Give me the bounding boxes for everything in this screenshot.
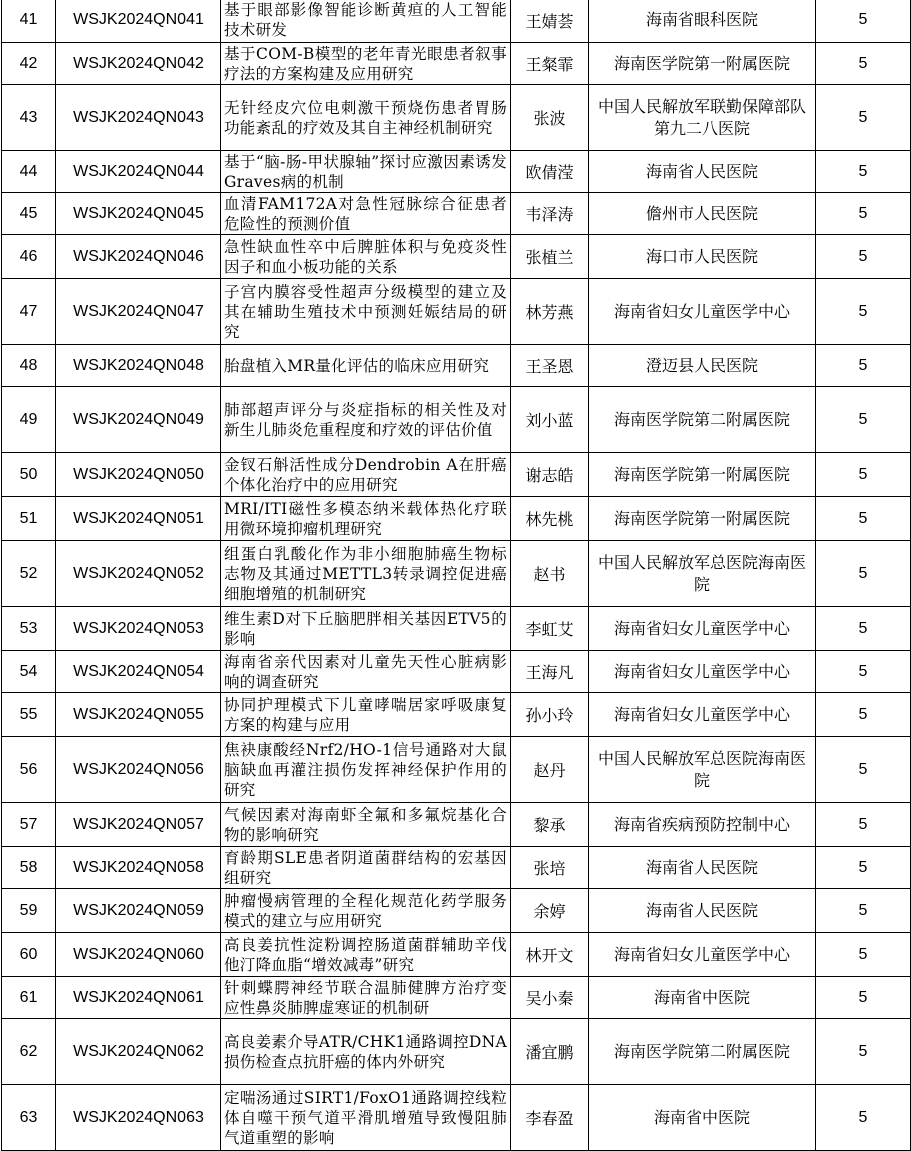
applicant-name: 林开文 xyxy=(511,933,589,977)
row-number: 61 xyxy=(2,977,56,1019)
project-code: WSJK2024QN059 xyxy=(56,889,221,933)
project-code: WSJK2024QN046 xyxy=(56,235,221,279)
score-value: 5 xyxy=(816,607,911,651)
row-number: 53 xyxy=(2,607,56,651)
project-code: WSJK2024QN041 xyxy=(56,0,221,43)
applicant-name: 余婷 xyxy=(511,889,589,933)
applicant-name: 赵书 xyxy=(511,541,589,607)
table-row xyxy=(2,345,911,387)
applicant-name: 林芳燕 xyxy=(511,279,589,345)
project-code: WSJK2024QN043 xyxy=(56,85,221,151)
table-row xyxy=(2,803,911,847)
project-code: WSJK2024QN047 xyxy=(56,279,221,345)
project-code: WSJK2024QN042 xyxy=(56,43,221,85)
applicant-name: 张培 xyxy=(511,847,589,889)
applicant-name: 谢志皓 xyxy=(511,453,589,497)
institution-name: 中国人民解放军联勤保障部队第九二八医院 xyxy=(589,85,816,151)
table-row xyxy=(2,977,911,1019)
project-title: 维生素D对下丘脑肥胖相关基因ETV5的影响 xyxy=(221,607,511,651)
institution-name: 海南省人民医院 xyxy=(589,889,816,933)
project-code: WSJK2024QN056 xyxy=(56,737,221,803)
institution-name: 海南省妇女儿童医学中心 xyxy=(589,693,816,737)
row-number: 55 xyxy=(2,693,56,737)
applicant-name: 王婧荟 xyxy=(511,0,589,43)
row-number: 62 xyxy=(2,1019,56,1085)
table-row xyxy=(2,193,911,235)
row-number: 50 xyxy=(2,453,56,497)
score-value: 5 xyxy=(816,85,911,151)
project-title: 协同护理模式下儿童哮喘居家呼吸康复方案的构建与应用 xyxy=(221,693,511,737)
score-value: 5 xyxy=(816,279,911,345)
score-value: 5 xyxy=(816,345,911,387)
row-number: 51 xyxy=(2,497,56,541)
institution-name: 海南省人民医院 xyxy=(589,847,816,889)
applicant-name: 林先桃 xyxy=(511,497,589,541)
score-value: 5 xyxy=(816,1019,911,1085)
project-title: 育龄期SLE患者阴道菌群结构的宏基因组研究 xyxy=(221,847,511,889)
institution-name: 海南省妇女儿童医学中心 xyxy=(589,607,816,651)
table-row xyxy=(2,43,911,85)
project-code: WSJK2024QN062 xyxy=(56,1019,221,1085)
institution-name: 海南省疾病预防控制中心 xyxy=(589,803,816,847)
applicant-name: 潘宜鹏 xyxy=(511,1019,589,1085)
table-row xyxy=(2,651,911,693)
applicant-name: 韦泽涛 xyxy=(511,193,589,235)
score-value: 5 xyxy=(816,387,911,453)
row-number: 63 xyxy=(2,1085,56,1151)
institution-name: 中国人民解放军总医院海南医院 xyxy=(589,541,816,607)
institution-name: 海南医学院第一附属医院 xyxy=(589,43,816,85)
applicant-name: 王海凡 xyxy=(511,651,589,693)
row-number: 41 xyxy=(2,0,56,43)
project-code: WSJK2024QN052 xyxy=(56,541,221,607)
project-code: WSJK2024QN048 xyxy=(56,345,221,387)
project-title: 基于COM-B模型的老年青光眼患者叙事疗法的方案构建及应用研究 xyxy=(221,43,511,85)
row-number: 58 xyxy=(2,847,56,889)
row-number: 42 xyxy=(2,43,56,85)
table-row xyxy=(2,693,911,737)
project-title: 定喘汤通过SIRT1/FoxO1通路调控线粒体自噬干预气道平滑肌增殖导致慢阻肺气道重塑的影响 xyxy=(221,1085,511,1151)
row-number: 44 xyxy=(2,151,56,193)
project-title: 胎盘植入MR量化评估的临床应用研究 xyxy=(221,345,511,387)
institution-name: 海南医学院第一附属医院 xyxy=(589,453,816,497)
institution-name: 海南医学院第二附属医院 xyxy=(589,1019,816,1085)
project-title: 焦袂康酸经Nrf2/HO-1信号通路对大鼠脑缺血再灌注损伤发挥神经保护作用的研究 xyxy=(221,737,511,803)
score-value: 5 xyxy=(816,453,911,497)
applicant-name: 赵丹 xyxy=(511,737,589,803)
table-row xyxy=(2,0,911,43)
table-row xyxy=(2,1019,911,1085)
score-value: 5 xyxy=(816,933,911,977)
row-number: 43 xyxy=(2,85,56,151)
score-value: 5 xyxy=(816,151,911,193)
table-row xyxy=(2,235,911,279)
table-body xyxy=(2,0,911,1151)
project-code: WSJK2024QN053 xyxy=(56,607,221,651)
project-title: 高良姜抗性淀粉调控肠道菌群辅助辛伐他汀降血脂“增效减毒”研究 xyxy=(221,933,511,977)
project-code: WSJK2024QN045 xyxy=(56,193,221,235)
applicant-name: 张植兰 xyxy=(511,235,589,279)
institution-name: 海南省妇女儿童医学中心 xyxy=(589,279,816,345)
table-row xyxy=(2,1085,911,1151)
institution-name: 海南省妇女儿童医学中心 xyxy=(589,933,816,977)
project-code: WSJK2024QN051 xyxy=(56,497,221,541)
score-value: 5 xyxy=(816,43,911,85)
project-code: WSJK2024QN044 xyxy=(56,151,221,193)
project-title: MRI/ITI磁性多模态纳米载体热化疗联用微环境抑瘤机理研究 xyxy=(221,497,511,541)
row-number: 47 xyxy=(2,279,56,345)
score-value: 5 xyxy=(816,977,911,1019)
row-number: 60 xyxy=(2,933,56,977)
project-code: WSJK2024QN055 xyxy=(56,693,221,737)
project-title: 肺部超声评分与炎症指标的相关性及对新生儿肺炎危重程度和疗效的评估价值 xyxy=(221,387,511,453)
score-value: 5 xyxy=(816,889,911,933)
score-value: 5 xyxy=(816,737,911,803)
project-code: WSJK2024QN058 xyxy=(56,847,221,889)
score-value: 5 xyxy=(816,193,911,235)
project-code: WSJK2024QN049 xyxy=(56,387,221,453)
project-title: 急性缺血性卒中后脾脏体积与免疫炎性因子和血小板功能的关系 xyxy=(221,235,511,279)
score-value: 5 xyxy=(816,1085,911,1151)
project-title: 肿瘤慢病管理的全程化规范化药学服务模式的建立与应用研究 xyxy=(221,889,511,933)
project-title: 子宫内膜容受性超声分级模型的建立及其在辅助生殖技术中预测妊娠结局的研究 xyxy=(221,279,511,345)
project-table xyxy=(1,0,911,1151)
project-title: 气候因素对海南虾全氟和多氟烷基化合物的影响研究 xyxy=(221,803,511,847)
project-title: 无针经皮穴位电刺激干预烧伤患者胃肠功能紊乱的疗效及其自主神经机制研究 xyxy=(221,85,511,151)
applicant-name: 王粲霏 xyxy=(511,43,589,85)
institution-name: 海南医学院第一附属医院 xyxy=(589,497,816,541)
institution-name: 儋州市人民医院 xyxy=(589,193,816,235)
project-title: 组蛋白乳酸化作为非小细胞肺癌生物标志物及其通过METTL3转录调控促进癌细胞增殖的机制研究 xyxy=(221,541,511,607)
score-value: 5 xyxy=(816,235,911,279)
row-number: 49 xyxy=(2,387,56,453)
table-row xyxy=(2,737,911,803)
applicant-name: 黎承 xyxy=(511,803,589,847)
table-row xyxy=(2,453,911,497)
score-value: 5 xyxy=(816,0,911,43)
applicant-name: 李虹艾 xyxy=(511,607,589,651)
score-value: 5 xyxy=(816,803,911,847)
score-value: 5 xyxy=(816,497,911,541)
project-title: 针刺蝶腭神经节联合温肺健脾方治疗变应性鼻炎肺脾虚寒证的机制研 xyxy=(221,977,511,1019)
applicant-name: 李春盈 xyxy=(511,1085,589,1151)
project-title: 海南省亲代因素对儿童先天性心脏病影响的调查研究 xyxy=(221,651,511,693)
row-number: 59 xyxy=(2,889,56,933)
row-number: 56 xyxy=(2,737,56,803)
table-row xyxy=(2,279,911,345)
project-title: 基于眼部影像智能诊断黄疸的人工智能技术研发 xyxy=(221,0,511,43)
row-number: 46 xyxy=(2,235,56,279)
project-code: WSJK2024QN050 xyxy=(56,453,221,497)
institution-name: 中国人民解放军总医院海南医院 xyxy=(589,737,816,803)
project-title: 血清FAM172A对急性冠脉综合征患者危险性的预测价值 xyxy=(221,193,511,235)
row-number: 57 xyxy=(2,803,56,847)
institution-name: 海口市人民医院 xyxy=(589,235,816,279)
score-value: 5 xyxy=(816,651,911,693)
applicant-name: 吴小秦 xyxy=(511,977,589,1019)
table-row xyxy=(2,497,911,541)
institution-name: 海南省中医院 xyxy=(589,1085,816,1151)
row-number: 45 xyxy=(2,193,56,235)
row-number: 48 xyxy=(2,345,56,387)
table-row xyxy=(2,607,911,651)
institution-name: 海南医学院第二附属医院 xyxy=(589,387,816,453)
institution-name: 海南省眼科医院 xyxy=(589,0,816,43)
institution-name: 海南省人民医院 xyxy=(589,151,816,193)
project-code: WSJK2024QN063 xyxy=(56,1085,221,1151)
table-row xyxy=(2,387,911,453)
applicant-name: 王圣恩 xyxy=(511,345,589,387)
institution-name: 澄迈县人民医院 xyxy=(589,345,816,387)
row-number: 54 xyxy=(2,651,56,693)
project-code: WSJK2024QN060 xyxy=(56,933,221,977)
table-row xyxy=(2,85,911,151)
applicant-name: 孙小玲 xyxy=(511,693,589,737)
institution-name: 海南省中医院 xyxy=(589,977,816,1019)
score-value: 5 xyxy=(816,847,911,889)
project-title: 金钗石斛活性成分Dendrobin A在肝癌个体化治疗中的应用研究 xyxy=(221,453,511,497)
score-value: 5 xyxy=(816,541,911,607)
table-row xyxy=(2,151,911,193)
table-row xyxy=(2,847,911,889)
row-number: 52 xyxy=(2,541,56,607)
project-title: 高良姜素介导ATR/CHK1通路调控DNA损伤检查点抗肝癌的体内外研究 xyxy=(221,1019,511,1085)
institution-name: 海南省妇女儿童医学中心 xyxy=(589,651,816,693)
applicant-name: 张波 xyxy=(511,85,589,151)
score-value: 5 xyxy=(816,693,911,737)
project-code: WSJK2024QN054 xyxy=(56,651,221,693)
project-code: WSJK2024QN061 xyxy=(56,977,221,1019)
applicant-name: 刘小蓝 xyxy=(511,387,589,453)
table-row xyxy=(2,933,911,977)
applicant-name: 欧倩滢 xyxy=(511,151,589,193)
table-row xyxy=(2,889,911,933)
table-row xyxy=(2,541,911,607)
project-title: 基于“脑-肠-甲状腺轴”探讨应激因素诱发Graves病的机制 xyxy=(221,151,511,193)
project-code: WSJK2024QN057 xyxy=(56,803,221,847)
